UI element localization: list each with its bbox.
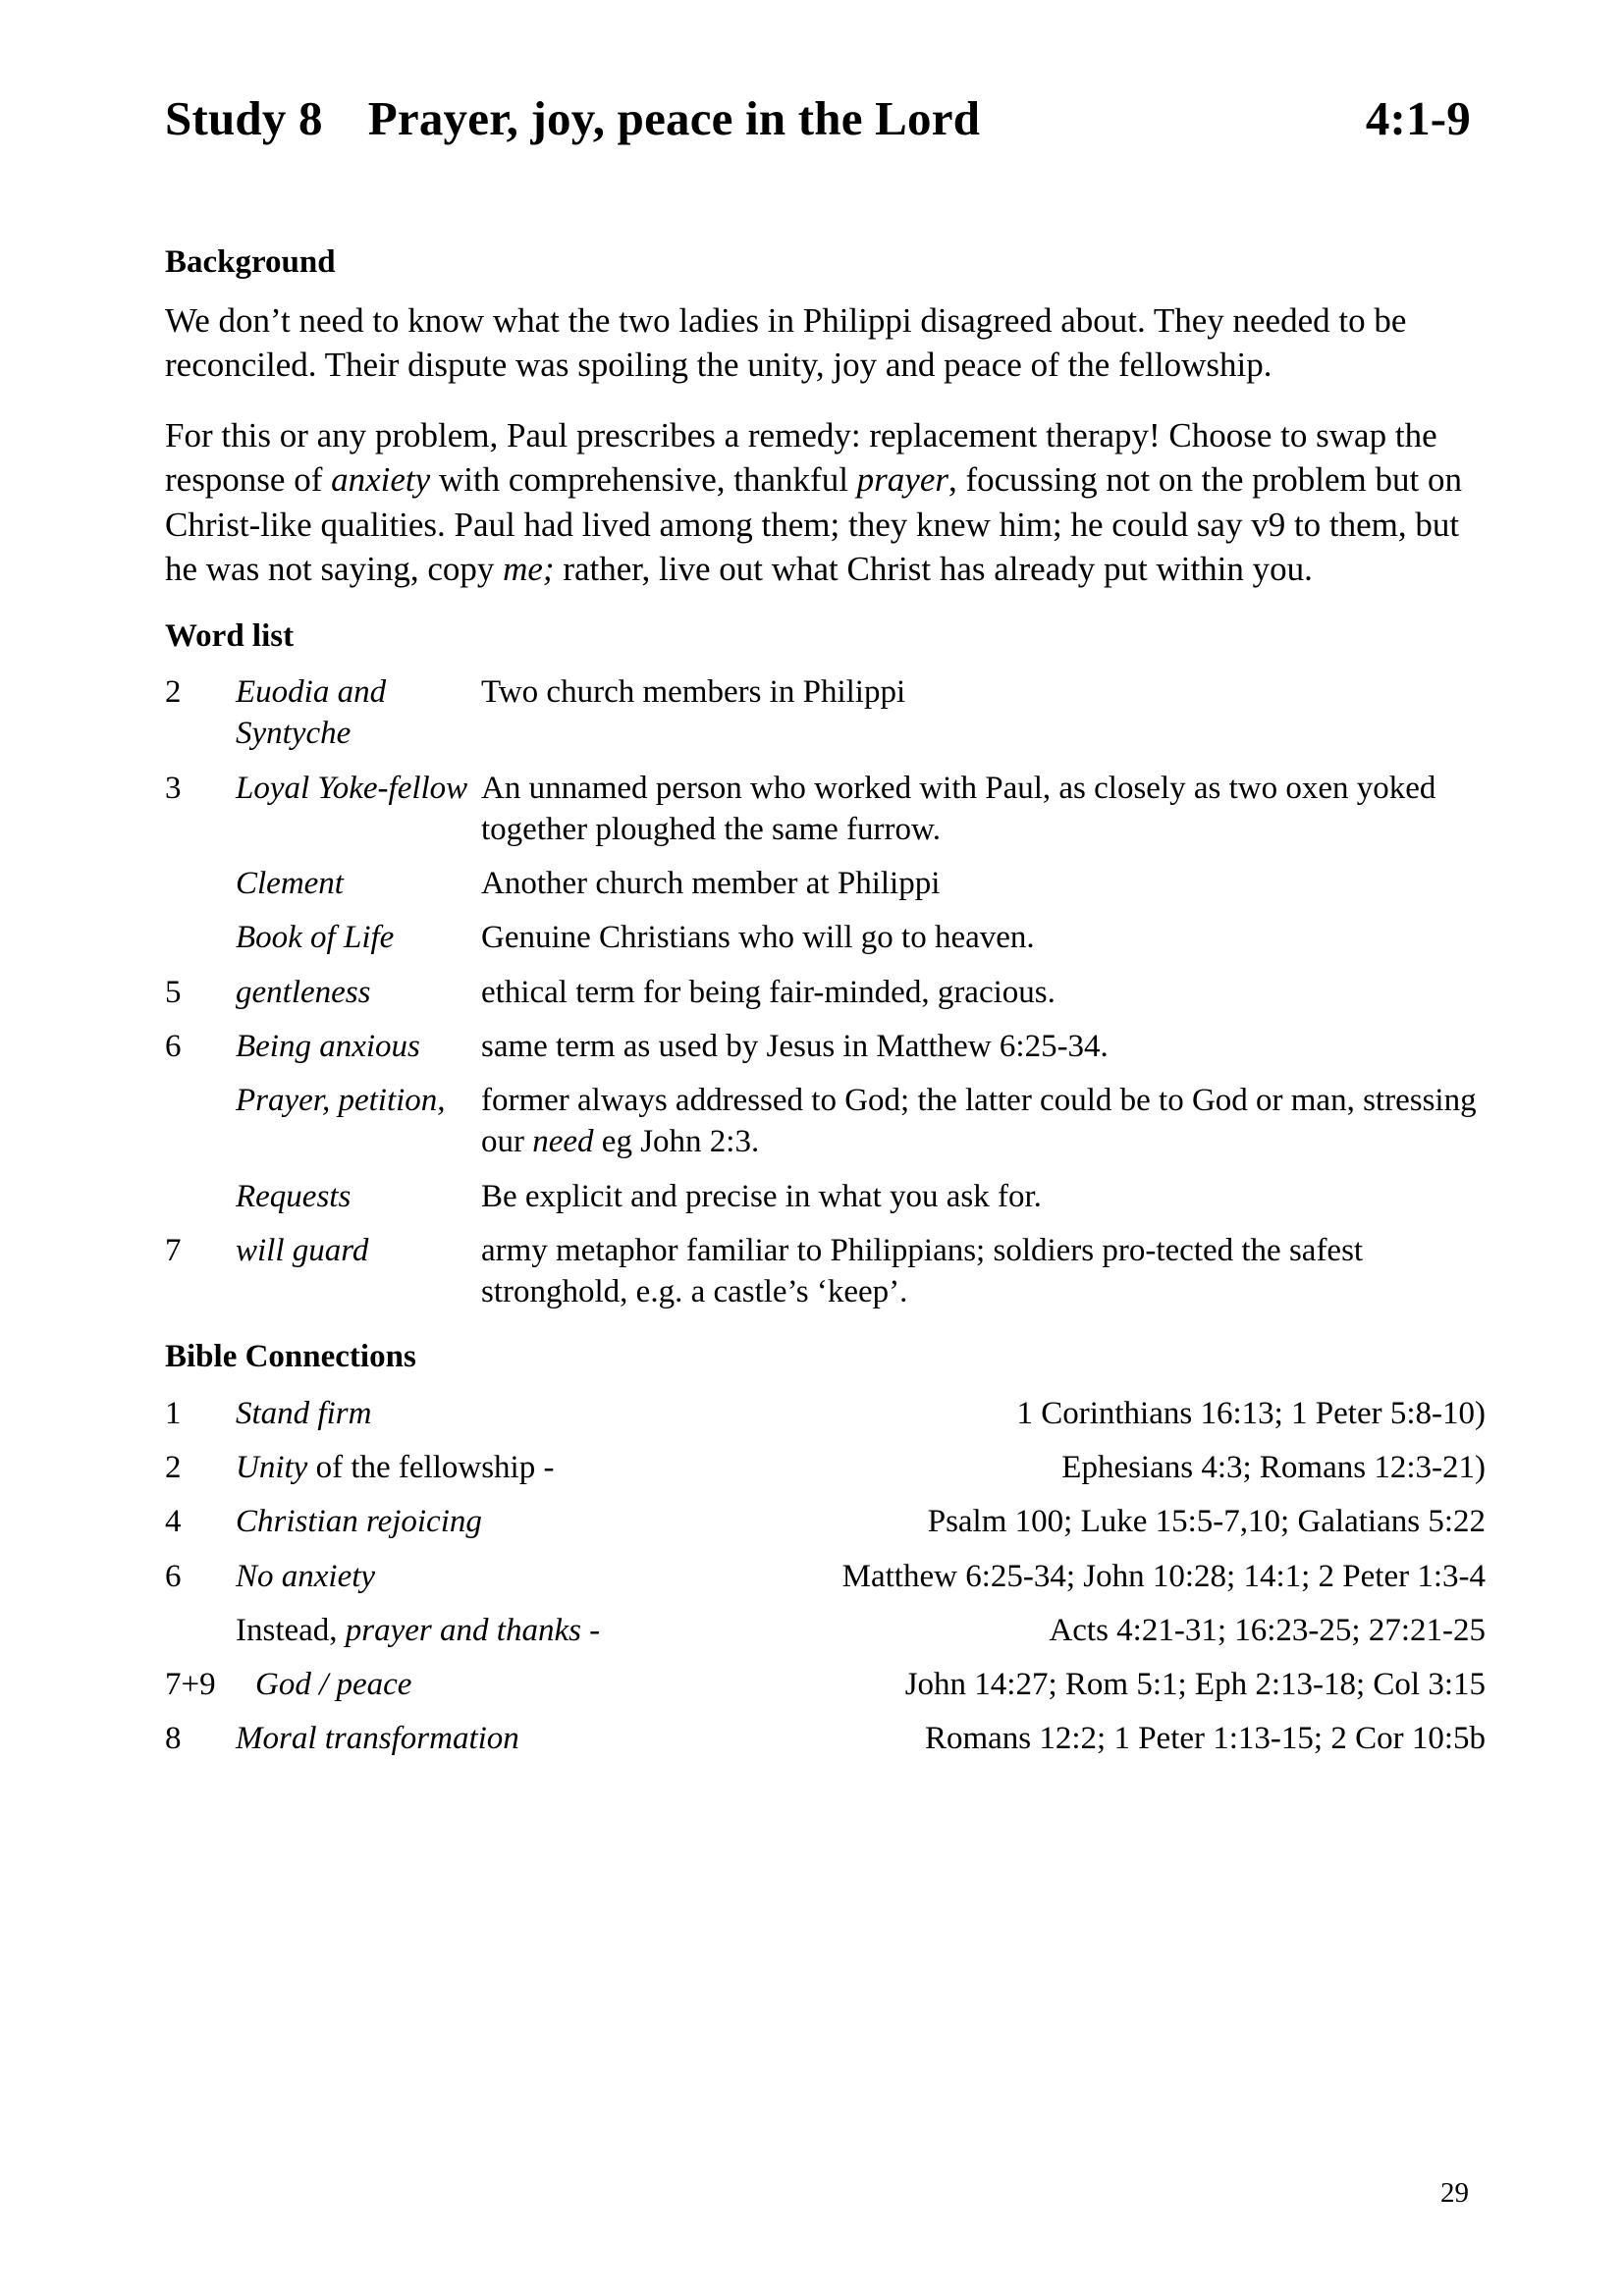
word-list-row	[165, 1176, 1486, 1217]
definition-part-2: eg John 2:3.	[593, 1124, 760, 1160]
bible-connection-row	[165, 1447, 1486, 1488]
bible-connections-list	[165, 1393, 1486, 1760]
bible-connection-row	[165, 1718, 1486, 1759]
document-body	[165, 243, 1486, 1772]
bible-connection-reference: Psalm 100; Luke 15:5-7,10; Galatians 5:22	[927, 1504, 1486, 1540]
word-list-row	[165, 1026, 1486, 1067]
bg2-part-2: with comprehensive, thankful	[430, 460, 857, 500]
bible-connection-row	[165, 1556, 1486, 1597]
word-list-verse: 3	[165, 770, 182, 806]
bg2-part-1: For this or any problem, Paul prescribes a remedy: replacement therapy! Choose to swap the response of	[165, 415, 1437, 500]
bible-connection-label	[236, 1556, 375, 1597]
word-list-definition: army metaphor familiar to Philippians; soldiers pro-tected the safest stronghold, e.g. a castle’s ‘keep’.	[481, 1232, 1364, 1309]
label-roman-lead: Instead,	[236, 1612, 346, 1648]
definition-italic-need: need	[532, 1124, 594, 1160]
bg2-part-3: , focussing not on the problem but on Christ-like qualities. Paul had lived among them; they knew him; he could say v9 to them, but he was not saying, copy	[165, 460, 1462, 589]
bible-connection-label	[236, 1501, 482, 1542]
background-heading: Background	[165, 244, 336, 280]
bible-connection-reference: John 14:27; Rom 5:1; Eph 2:13-18; Col 3:15	[904, 1667, 1486, 1702]
word-list-row	[165, 863, 1486, 904]
word-list-row	[165, 768, 1486, 850]
label-italic: Stand firm	[236, 1395, 372, 1431]
bg2-italic-prayer: prayer	[856, 460, 948, 500]
word-list-row	[165, 671, 1486, 754]
label-italic: God / peace	[255, 1667, 412, 1702]
page-title	[165, 90, 1471, 146]
word-list-row	[165, 917, 1486, 958]
bg2-italic-anxiety: anxiety	[331, 460, 431, 500]
word-list-definition	[481, 1080, 1478, 1162]
bible-connection-label	[236, 1610, 600, 1651]
bible-connection-verse: 6	[165, 1558, 182, 1594]
label-italic: Moral transformation	[236, 1721, 519, 1757]
label-italic: Christian rejoicing	[236, 1504, 482, 1540]
bible-connection-row	[165, 1664, 1486, 1705]
word-list-term: Euodia and Syntyche	[236, 674, 387, 752]
page-number: 29	[1440, 2177, 1469, 2209]
word-list-definition: Be explicit and precise in what you ask for.	[481, 1178, 1042, 1214]
bible-connection-label	[236, 1718, 519, 1759]
bible-connection-reference: Matthew 6:25-34; John 10:28; 14:1; 2 Peter 1:3-4	[841, 1558, 1486, 1594]
word-list-term: Prayer, petition,	[236, 1083, 446, 1119]
word-list-verse: 5	[165, 974, 182, 1010]
word-list-verse: 6	[165, 1028, 182, 1064]
bible-connection-label	[236, 1447, 554, 1488]
word-list-definition: Two church members in Philippi	[481, 674, 906, 711]
word-list-term: Requests	[236, 1178, 352, 1214]
word-list-definition: same term as used by Jesus in Matthew 6:25-34.	[481, 1028, 1109, 1064]
word-list-term: Loyal Yoke-fellow	[236, 770, 468, 806]
bible-connection-row	[165, 1501, 1486, 1542]
label-roman: of the fellowship -	[307, 1450, 555, 1486]
word-list-verse: 7	[165, 1232, 182, 1268]
word-list-verse: 2	[165, 674, 182, 711]
bible-connection-verse: 8	[165, 1721, 182, 1757]
word-list-heading: Word list	[165, 617, 295, 654]
bible-connection-reference: Acts 4:21-31; 16:23-25; 27:21-25	[1049, 1612, 1486, 1648]
word-list-definition: Another church member at Philippi	[481, 866, 941, 902]
word-list-term: Book of Life	[236, 920, 395, 956]
background-paragraph-1: We don’t need to know what the two ladies in Philippi disagreed about. They needed to be reconciled. Their dispute was spoiling the unity, joy and peace of the fellowship.	[165, 300, 1407, 385]
word-list-definition: An unnamed person who worked with Paul, as closely as two oxen yoked together ploughed the same furrow.	[481, 770, 1436, 847]
background-paragraph-2	[165, 413, 1486, 592]
bible-connection-reference: Romans 12:2; 1 Peter 1:13-15; 2 Cor 10:5b	[924, 1721, 1486, 1757]
word-list-definition: Genuine Christians who will go to heaven.	[481, 920, 1035, 956]
word-list-row	[165, 1080, 1486, 1162]
bg2-part-4: rather, live out what Christ has already put within you.	[554, 550, 1313, 589]
bible-connection-verse: 4	[165, 1504, 182, 1540]
bible-connection-label	[236, 1393, 371, 1434]
scripture-reference: 4:1-9	[1365, 91, 1471, 145]
bible-connection-row	[165, 1393, 1486, 1434]
label-italic: prayer and thanks -	[345, 1612, 601, 1648]
bible-connection-verse: 2	[165, 1450, 182, 1486]
label-italic: No anxiety	[236, 1558, 376, 1594]
word-list-row	[165, 972, 1486, 1013]
bible-connection-row	[165, 1610, 1486, 1651]
word-list-definition: ethical term for being fair-minded, gracious.	[481, 974, 1056, 1010]
bg2-italic-me: me;	[503, 550, 555, 589]
word-list-term: gentleness	[236, 974, 371, 1010]
bible-connections-heading: Bible Connections	[165, 1339, 416, 1375]
label-italic: Unity	[236, 1450, 308, 1486]
bible-connection-verse: 1	[165, 1395, 182, 1431]
study-label: Study 8	[165, 91, 323, 145]
bible-connection-label	[255, 1664, 411, 1705]
word-list-term: Being anxious	[236, 1028, 420, 1064]
bible-connection-verse: 7+9	[165, 1667, 216, 1702]
word-list-term: will guard	[236, 1232, 369, 1268]
study-title: Prayer, joy, peace in the Lord	[367, 91, 981, 145]
definition-part-1: former always addressed to God; the latter could be to God or man, stressing our	[481, 1083, 1477, 1160]
word-list-row	[165, 1230, 1486, 1312]
bible-connection-reference: Ephesians 4:3; Romans 12:3-21)	[1061, 1450, 1486, 1486]
word-list	[165, 671, 1486, 1312]
bible-connection-reference: 1 Corinthians 16:13; 1 Peter 5:8-10)	[1016, 1395, 1486, 1431]
word-list-term: Clement	[236, 866, 344, 902]
